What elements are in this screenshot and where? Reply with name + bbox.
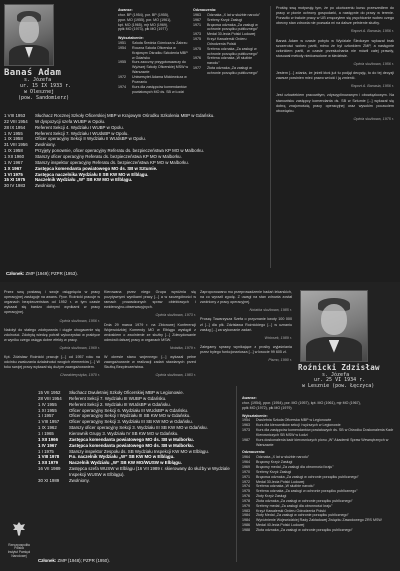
item-text: Krzyż Kawalerski Orderu Odrodzenia Polski bbox=[256, 508, 326, 513]
portrait-photo-banas bbox=[4, 4, 54, 66]
birth-place: w Lesznie (pow. Łęczyca) bbox=[302, 383, 375, 390]
entry-date: 15 VII 1952 bbox=[38, 390, 61, 395]
entry-date: 1 IV 1967 bbox=[38, 442, 57, 448]
item-year: 1975 bbox=[193, 37, 201, 42]
entry-date: 1 IV 1967 bbox=[4, 159, 23, 165]
entry-date: 1 XII 1960 bbox=[4, 154, 25, 160]
father-name: s. Józefa bbox=[24, 77, 52, 84]
item-year: 1969 bbox=[242, 464, 250, 469]
quote-text: Dnia 29 marca 1979 r. na Zbiorowej Konferencji Wojewódzkiej Komendy MO w Elblągu wystąpił z wnioskiem o zwolnienie ze służby [...] Zdecydowanie odmówił dalszej pracy w organach MSW. bbox=[104, 322, 196, 342]
item-year: 1972 bbox=[118, 74, 126, 79]
entry-text: Zastępca szefa WUSW w Elblągu (16 VII 1989 r. skierowany do służby w Wydziale Inspekcji WUSW w Elblągu). bbox=[69, 466, 230, 478]
list-item bbox=[193, 37, 265, 47]
entry-text: Zwolniony. bbox=[35, 142, 56, 148]
quote-text: Jest człowiekiem pracowitym, zdyscyplinowanym i obowiązkowym. Na stanowisku zastępcy komendanta ds. SB w Sztumie [...] wykazał się dobrą znajomością pracy operacyjnej oraz wysokim poczuciem obowiązku. bbox=[276, 93, 394, 113]
list-item bbox=[242, 438, 394, 448]
signature-block-banas bbox=[4, 68, 71, 101]
entry-date: 1 IX 1962 bbox=[38, 425, 57, 431]
quote-source: Opinia służbowa, 1956 r. bbox=[353, 61, 394, 66]
item-year: 1988 bbox=[242, 527, 250, 532]
entry-date: 1 XI 1955 bbox=[38, 407, 57, 413]
entry-date: 1 I 1965 bbox=[38, 431, 54, 437]
quote-text: Zalegamy sprawy wynikające z prośby wyjaśniania przez byłego funkcjonariusza [...] w kwocie 99 605 zł. bbox=[200, 344, 292, 354]
quote-text: Kierowana przez niego Grupa wyróżnia się pozytywnymi wynikami pracy [...] a w szczególności w ramach prowadzonych spraw obiektowych i ewidencyjno-obserwacyjnych. bbox=[104, 290, 196, 310]
quote-source: Opinia służbowa, 1969 r. bbox=[59, 345, 100, 350]
timeline-entry bbox=[4, 183, 266, 189]
awanse-heading: Awanse: bbox=[118, 8, 133, 12]
item-text: Roczna Szkoła Oficerska w Krajowym Ośrodku Szkolenia MBP w Gdańsku bbox=[132, 45, 188, 60]
item-text: Medal 30-lecia Polski Ludowej bbox=[207, 32, 256, 37]
birth-date: ur. 15 IX 1933 r. bbox=[20, 83, 72, 90]
list-line: ppłk MO (1972), płk MO (1979) bbox=[242, 405, 292, 410]
quote-text: Kpt. Zdzisław Roźnicki pracuje [...] od 1957 roku na odcinku zwalczania działalności wrogich elementów [...] W toku swojej pracy wykazał się dużym zaangażowaniem. bbox=[4, 355, 100, 370]
entry-text: Zwolniony. bbox=[35, 183, 56, 189]
item-text: Brązowa odznaka „Za zasługi w ochronie porządku publicznego” bbox=[256, 474, 359, 479]
quote-source: Notatka służbowa, 1985 r. bbox=[249, 308, 292, 313]
entry-text: Starszy oficer operacyjny Referatu ds. bezpieczeństwa KP MO w Malborku. bbox=[35, 154, 182, 160]
item-year: 1973 bbox=[242, 428, 250, 433]
entry-text: W dyspozycji szefa WUBP w Opolu. bbox=[35, 118, 106, 124]
list-item bbox=[193, 66, 265, 76]
entry-text: Oficer operacyjny Sekcji I Wydziału III SB KW MO w Gdańsku. bbox=[69, 413, 191, 419]
quote-source: Pismo, 1990 r. bbox=[268, 358, 292, 363]
awanse-list bbox=[242, 401, 394, 411]
entry-date: 31 VIII 1956 bbox=[4, 142, 28, 148]
wyksztalcenie-list bbox=[242, 418, 394, 447]
list-item bbox=[118, 60, 190, 75]
membership-label: Członek: bbox=[38, 558, 57, 563]
item-year: 1971 bbox=[193, 22, 201, 27]
item-text: Złota odznaka „Za zasługi w ochronie porządku publicznego” bbox=[207, 66, 258, 75]
entry-text: Oficer operacyjny Sekcji 3. Wydziału III SB KW MO w Gdańsku. bbox=[69, 419, 193, 425]
item-text: Złoty Medal „Za zasługi w ochronie porządku publicznego” bbox=[256, 513, 349, 518]
item-text: Srebrna odznaka „W służbie narodu” bbox=[207, 56, 253, 66]
quote-source: Raport A. Banasia, 1956 r. bbox=[350, 84, 394, 89]
person-name: Roźnicki Zdzisław bbox=[298, 363, 380, 372]
item-text: Medal 40-lecia Polski Ludowej bbox=[256, 523, 305, 528]
membership-value: ZMP (1949); PZPR (1953). bbox=[24, 271, 78, 276]
entry-text: P.o. naczelnik Wydziału „W” SB KW MO w Elblągu. bbox=[69, 454, 175, 460]
entry-date: 1 VIII 1978 bbox=[38, 454, 60, 460]
quote-source: Charakterystyka, 1970 r. bbox=[59, 373, 100, 378]
entry-date: 1 IX 1958 bbox=[4, 148, 23, 154]
entry-date: 1 XII 1979 bbox=[38, 460, 59, 466]
list-item bbox=[193, 47, 265, 57]
item-year: 1964 bbox=[242, 460, 250, 465]
quote-text: Zaproponowano mu przeprowadzenie badań lekarskich, na co wyraził zgodę. Z uwagi na stan zdrowia został zwolniony z pracy operacyjnej. bbox=[200, 290, 292, 305]
item-year: 1973 bbox=[193, 32, 201, 37]
item-year: 1975 bbox=[242, 489, 250, 494]
item-year: 1979 bbox=[242, 503, 250, 508]
quote-source: Opinia służbowa, 1973 r. bbox=[155, 313, 196, 318]
quotes-column-2 bbox=[104, 290, 196, 383]
wyksztalcenie-heading: Wykształcenie: bbox=[118, 36, 144, 41]
item-year: 1964 bbox=[242, 455, 250, 460]
item-text: Srebrna odznaka „Za zasługi w ochronie porządku publicznego” bbox=[256, 489, 358, 494]
divider bbox=[236, 386, 237, 562]
awanse-list bbox=[118, 13, 190, 32]
column-awanse-wyksztalcenie bbox=[118, 6, 190, 94]
item-year: 1976 bbox=[193, 56, 201, 61]
item-text: Medal 30-lecia Polski Ludowej bbox=[256, 479, 305, 484]
entry-date: 22 VIII 1954 bbox=[4, 118, 28, 124]
entry-text: Starszy inspektor Zespołu ds. SB Wydziału Inspekcji KW MO w Elblągu. bbox=[69, 448, 210, 454]
item-text: Dwuletnia Szkoła Oficerska MBP w Legionowie bbox=[256, 418, 332, 423]
entry-date: 1 IV 1955 bbox=[4, 130, 23, 136]
entry-text: Przyjęty ponownie, oficer operacyjny Referatu ds. bezpieczeństwa KP MO w Malborku. bbox=[35, 148, 205, 154]
list-item bbox=[242, 428, 394, 438]
entry-date: 16 VII 1989 bbox=[38, 466, 61, 472]
item-year: 1974 bbox=[118, 84, 126, 89]
quote-text: Jestem [...] zdania, że jeżeli ktoś już tu podjął decyzję, to do tej decyzji zawsze powinien mieć prawo wrócić i ją zmienić. bbox=[276, 71, 394, 81]
item-text: Wyróżnienie Wojewódzkiej Rady Zakładowej Związku Zawodowego ZRS MSW bbox=[256, 518, 382, 523]
list-line: kpt. MO (1965), mjr MO (1969), bbox=[118, 22, 169, 27]
item-year: 1975 bbox=[193, 46, 201, 51]
wyksztalcenie-list bbox=[118, 41, 190, 94]
list-line: ppłk MO (1973), płk MO (1977) bbox=[118, 27, 168, 32]
quote-source: Opinia służbowa, 1956 r. bbox=[59, 318, 100, 323]
item-text: Kurs zaoczny przygotowawczy do Wyższej Szkoły Oficerskiej MSW w Warszawie bbox=[132, 60, 189, 75]
quote-text: Banaś Adam w czasie pobytu w Wydziale Śledczym wykazał brak szczerości wobec partii, mimo że był członkiem ZMP, a następnie członkiem partii, w czasie przesłuchania nie mówił całej prawdy, stosował metody niedozwolone w śledztwie. bbox=[276, 38, 394, 58]
entry-text: Kierownik Grupy 3. Wydziału IV SB KW MO w Gdańsku. bbox=[69, 431, 179, 437]
membership bbox=[6, 271, 78, 276]
quotes-column-1 bbox=[4, 290, 100, 383]
item-text: Złota odznaka „Za zasługi w ochronie porządku publicznego” bbox=[256, 527, 353, 532]
entry-text: Oficer operacyjny Sekcji 6. Wydziału III WUdsBP w Gdańsku. bbox=[69, 407, 189, 413]
list-line: chor. (1954), ppor. (1954), por. MO (1957), kpt. MO (1961), mjr MO (1967), bbox=[242, 400, 361, 405]
person-name: Banaś Adam bbox=[4, 68, 62, 78]
entry-text: Zastępca naczelnika Wydziału II SB KW MO w Elblągu. bbox=[35, 171, 149, 177]
item-year: 1977 bbox=[193, 66, 201, 71]
item-text: Srebrny Krzyż Zasługi bbox=[256, 469, 292, 474]
item-year: 1983 bbox=[242, 508, 250, 513]
item-text: Złoty Krzyż Zasługi bbox=[256, 494, 287, 499]
item-text: Odznaka „X lat w służbie narodu” bbox=[207, 12, 260, 17]
quote-text: Nałożył do stałego zdobywania i ciągłe ubogacenie się zdolności. Zdobytą wiedzę potrafi wykorzystać w praktyce w wyniku czego osiąga dobre efekty w pracy. bbox=[4, 327, 100, 342]
entry-text: Referent Sekcji 4. Wydziału I WUBP w Opolu. bbox=[35, 124, 124, 130]
entry-text: Oficer operacyjny Sekcji II Wydziału II WUdsBP w Opolu. bbox=[35, 136, 146, 142]
item-text: Uniwersytet Adama Mickiewicza w Poznaniu bbox=[132, 74, 187, 84]
item-year: 1955 bbox=[118, 60, 126, 65]
quotes-column bbox=[276, 6, 394, 126]
entry-text: Referent Sekcji 7. Wydziału III WUBP w Gdańsku. bbox=[69, 395, 167, 401]
item-year: 1987 bbox=[242, 437, 250, 442]
entry-date: 1 VIII 1957 bbox=[38, 419, 60, 425]
item-text: Szkoła Średnia Górnicza w Żabrzu bbox=[132, 41, 188, 46]
membership-value: ZMP (1948); PZPR (1950). bbox=[56, 558, 110, 563]
membership-label: Członek: bbox=[6, 271, 25, 276]
entry-date: 30 XI 1989 bbox=[38, 477, 60, 483]
item-year: 1984 bbox=[242, 518, 250, 523]
item-year: 1954 bbox=[242, 418, 250, 423]
item-year: 1976 bbox=[242, 494, 250, 499]
item-text: Krzyż Kawalerski Orderu Odrodzenia Polski bbox=[207, 37, 247, 46]
item-text: Kurs dla zastępców komendantów powiatowych MO ds. SB w Łodzi bbox=[132, 84, 187, 94]
entry-text: Starszy oficer operacyjny Sekcji 3. Wydziału III SB KW MO w Gdańsku. bbox=[69, 425, 208, 431]
career-timeline bbox=[4, 113, 266, 189]
entry-text: Naczelnik Wydziału „W” SB KW MO w Elblągu. bbox=[35, 177, 133, 183]
portrait-photo-roznicki bbox=[300, 290, 368, 362]
odznaczenia-list bbox=[242, 455, 394, 533]
entry-date: 1 I 1975 bbox=[38, 448, 54, 454]
entry-text: Zastępca komendanta powiatowego MO ds. SB w Malborku. bbox=[69, 442, 194, 448]
item-year: 1963 bbox=[242, 423, 250, 428]
item-text: Brązowa odznaka „Za zasługi w ochronie porządku publicznego” bbox=[207, 22, 258, 32]
quote-text: Prośbę swą motywuję tym, że po ukończeniu kursu przeszedłem do pracy w pionie ochrony gospodarki, a następnie do pracy w terenie. Ponadto w trakcie pracy w UB zmęczyłem się psychicznie wobec czego obecny stan zdrowia nie pozwala mi na dalsze pełnienie służby. bbox=[276, 6, 394, 26]
birth-district: (pow. Sandomierz) bbox=[18, 94, 70, 101]
entry-date: 1 VI 1975 bbox=[4, 171, 23, 177]
item-year: 1974 bbox=[242, 484, 250, 489]
birth-date: ur. 25 VI 1934 r. bbox=[314, 377, 366, 384]
profile-banas bbox=[0, 0, 400, 282]
item-text: Srebrna odznaka „W służbie narodu” bbox=[256, 484, 315, 489]
quotes-column-3 bbox=[200, 290, 292, 367]
quote-text: W okresie stanu wojennego [...] wykazał pełne zaangażowanie w realizacji zadań stawianych przed Służbą Bezpieczeństwa. bbox=[104, 355, 196, 370]
item-year: 1967 bbox=[193, 17, 201, 22]
item-text: Srebrny Krzyż Zasługi bbox=[207, 17, 243, 22]
timeline-entry bbox=[38, 478, 232, 484]
odznaczenia-list bbox=[193, 13, 265, 76]
item-text: Kurs doskonalenia kadr kierowniczych pionu „W” Akademii Spraw Wewnętrznych w Warszawie bbox=[256, 437, 389, 447]
entry-date: 28 VIII 1954 bbox=[38, 395, 62, 401]
timeline-entry bbox=[38, 466, 232, 478]
item-text: Kurs dla kierowników sekcji i wyższych w Legionowie bbox=[256, 423, 341, 428]
entry-text: Zastępca komendanta powiatowego MO ds. SB w Sztumie. bbox=[35, 165, 158, 171]
entry-date: 1 IV 1955 bbox=[38, 401, 57, 407]
entry-text: Słuchacz Dwuletniej Szkoły Oficerskiej MBP w Legionowie. bbox=[69, 390, 184, 395]
birth-place: w Olesznej bbox=[24, 88, 55, 95]
wyksztalcenie-heading: Wykształcenie: bbox=[242, 413, 268, 418]
item-year: 1978 bbox=[242, 498, 250, 503]
item-text: Odznaka „X lat w służbie narodu” bbox=[256, 455, 309, 460]
quote-source: Wniosek, 1989 r. bbox=[264, 335, 292, 340]
logo-line-1: Rzeczpospolita Polska bbox=[8, 542, 30, 551]
list-item bbox=[193, 56, 265, 66]
entry-date: 15 XI 1975 bbox=[4, 177, 26, 183]
item-text: Brązowy medal „Za zasługi dla obronności kraju” bbox=[256, 464, 334, 469]
quote-text: Przez swą postawę i swoje osiągnięcia w pracy operacyjnej zasługuje na awans. Ppor. Roźnicki pracuje w organach bezpieczeństwa od 1952 r. w tym czasie wykazał się bardzo dobrymi wynikami w pracy operacyjnej. bbox=[4, 290, 100, 315]
item-text: Srebrna odznaka „Za zasługi w ochronie porządku publicznego” bbox=[207, 46, 258, 56]
list-line: ppor. MO (1955), por. MO (1961), bbox=[118, 17, 172, 22]
list-item bbox=[242, 528, 394, 533]
item-year: 1984 bbox=[242, 513, 250, 518]
divider bbox=[270, 6, 271, 268]
entry-date: 30 IV 1983 bbox=[4, 183, 26, 189]
entry-text: Referent Sekcji 2. Wydziału III WUdsBP w Gdańsku. bbox=[69, 401, 171, 407]
odznaczenia-heading: Odznaczenia: bbox=[242, 450, 266, 455]
column-details bbox=[242, 394, 394, 533]
item-text: Srebrny medal „Za zasługi dla obronności kraju” bbox=[256, 503, 333, 508]
profile-roznicki bbox=[0, 282, 400, 571]
quote-source: Opinia służbowa, 1975 r. bbox=[353, 116, 394, 121]
quote-source: Notatka, 1979 r. bbox=[169, 345, 196, 350]
entry-text: Słuchacz Rocznej Szkoły Oficerskiej MBP w Krajowym Ośrodku Szkolenia MBP w Gdańsku. bbox=[35, 113, 215, 118]
membership bbox=[38, 558, 110, 563]
ipn-logo bbox=[6, 521, 32, 559]
item-text: Brązowy Krzyż Zasługi bbox=[256, 460, 293, 465]
list-item bbox=[118, 85, 190, 95]
list-item bbox=[118, 46, 190, 61]
item-year: 1970 bbox=[242, 469, 250, 474]
item-year: 1972 bbox=[242, 479, 250, 484]
list-line: chor. BP (1954), por. BP (1955), bbox=[118, 12, 170, 17]
entry-date: 1 IX 1958 bbox=[4, 136, 23, 142]
item-year: 1971 bbox=[242, 474, 250, 479]
quote-source: Raport A. Banasia, 1956 r. bbox=[350, 29, 394, 34]
entry-date: 1 VIII 1953 bbox=[4, 113, 26, 118]
item-year: 1986 bbox=[242, 523, 250, 528]
quote-source: Opinia służbowa, 1983 r. bbox=[155, 373, 196, 378]
signature-block-roznicki bbox=[298, 364, 380, 390]
list-item bbox=[118, 75, 190, 85]
item-text: Złota odznaka „Za zasługi w ochronie porządku publicznego” bbox=[256, 498, 353, 503]
column-odznaczenia bbox=[193, 6, 265, 76]
entry-text: Referent Sekcji 7. Wydziału I WUdsBP w Opolu. bbox=[35, 130, 129, 136]
entry-text: Zastępca komendanta powiatowego MO ds. SB w Malborku. bbox=[69, 436, 194, 442]
list-item bbox=[193, 23, 265, 33]
quote-text: Proszę Towarzysza Szefa o przyznanie kwoty 100 000 zł [...] dla płk. Zdzisława Roźnickiego [...] w uznaniu zasług [...] za wykonanie zadań. bbox=[200, 317, 292, 332]
item-year: 1954 bbox=[118, 45, 126, 50]
odznaczenia-heading: Odznaczenia: bbox=[193, 8, 217, 12]
item-year: 1963 bbox=[193, 12, 201, 17]
career-timeline bbox=[38, 390, 232, 484]
entry-text: Starszy inspektor operacyjny Referatu ds. bezpieczeństwa KP MO w Malborku. bbox=[35, 159, 189, 165]
entry-text: Zwolniony. bbox=[69, 477, 90, 483]
logo-line-2: Instytut Pamięci Narodowej bbox=[7, 550, 31, 559]
father-name: s. Józefa bbox=[322, 371, 350, 378]
entry-date: 28 IX 1954 bbox=[4, 124, 26, 130]
item-year: 1951 bbox=[118, 41, 126, 46]
entry-date: 1 I 1957 bbox=[38, 413, 54, 419]
item-text: Kurs dla zastępców komendantów powiatowych ds. SB w Ośrodku Doskonalenia Kadr Kierowniczych SB MSW w Łodzi bbox=[256, 428, 394, 437]
eagle-icon bbox=[12, 521, 26, 537]
entry-date: 1 XII 1966 bbox=[38, 436, 59, 442]
awanse-heading: Awanse: bbox=[242, 396, 257, 400]
entry-text: Naczelnik Wydziału „W” SB KW MO/WUSW w Elblągu. bbox=[69, 460, 182, 466]
entry-date: 1 X 1967 bbox=[4, 165, 22, 171]
